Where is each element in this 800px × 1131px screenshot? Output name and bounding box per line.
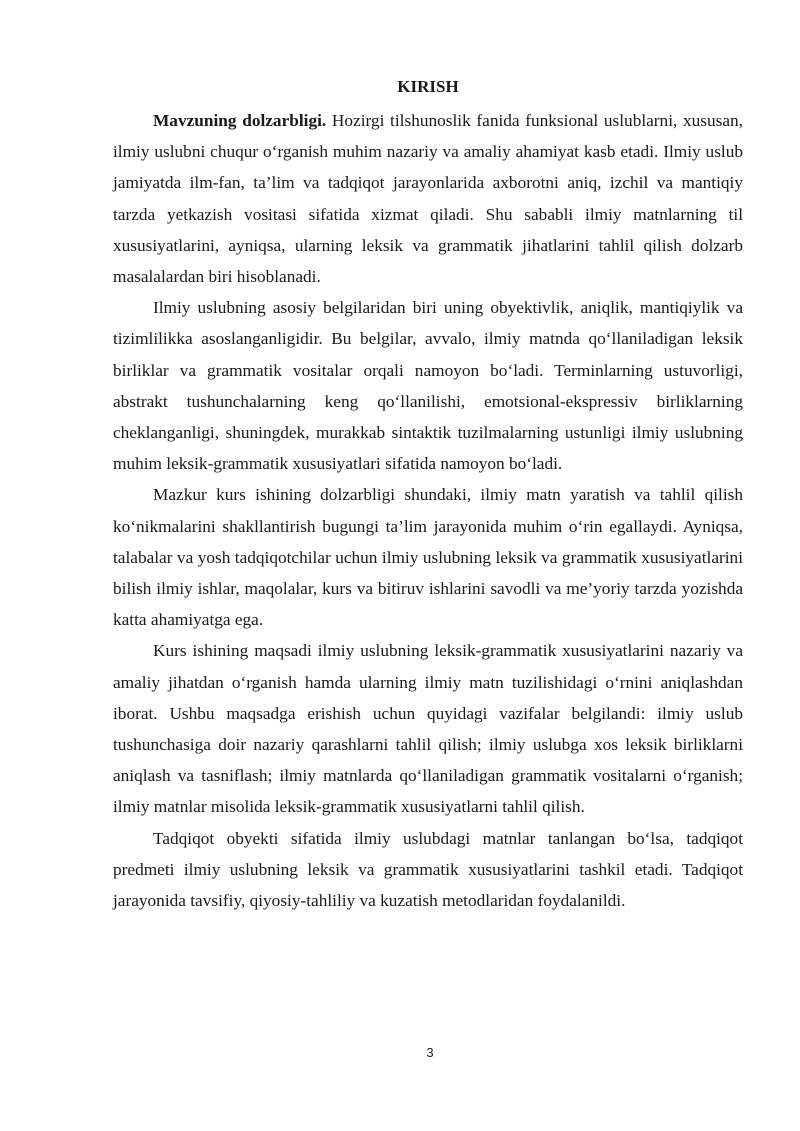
paragraph-style-features: Ilmiy uslubning asosiy belgilaridan biri uning obyektivlik, aniqlik, mantiqiylik va tizimlilikka asoslanganligidir. Bu belgilar, avvalo, ilmiy matnda qo‘llaniladigan leksik birliklar va grammatik vositalar orqali namoyon bo‘ladi. Terminlarning ustuvorligi, abstrakt tushunchalarning keng qo‘llanilishi, emotsional-ekspressiv birliklarning cheklanganligi, shuningdek, murakkab sintaktik tuzilmalarning ustunligi ilmiy uslubning muhim leksik-grammatik xususiyatlari sifatida namoyon bo‘ladi. <box>113 298 743 474</box>
paragraph-relevance <box>113 105 743 292</box>
paragraph-course-relevance: Mazkur kurs ishining dolzarbligi shundaki, ilmiy matn yaratish va tahlil qilish ko‘nikmalarini shakllantirish bugungi ta’lim jarayonida muhim o‘rin egallaydi. Ayniqsa, talabalar va yosh tadqiqotchilar uchun ilmiy uslubning leksik va grammatik xususiyatlarini bilish ilmiy ishlar, maqolalar, kurs va bitiruv ishlarini savodli va me’yoriy tarzda yozishda katta ahamiyatga ega. <box>113 485 743 630</box>
document-body <box>113 105 743 916</box>
paragraph-lead: Mavzuning dolzarbligi. <box>153 111 327 130</box>
page-title: KIRISH <box>397 77 459 96</box>
page-number: 3 <box>426 1045 434 1060</box>
paragraph-text: Hozirgi tilshunoslik fanida funksional uslublarni, xususan, ilmiy uslubni chuqur o‘rganish muhim nazariy va amaliy ahamiyat kasb etadi. Ilmiy uslub jamiyatda ilm-fan, ta’lim va tadqiqot jarayonlarida axborotni aniq, izchil va mantiqiy tarzda yetkazish vositasi sifatida xizmat qiladi. Shu sababli ilmiy matnlarning til xususiyatlarini, ayniqsa, ularning leksik va grammatik jihatlarini tahlil qilish dolzarb masalalardan biri hisoblanadi. <box>113 111 743 287</box>
paragraph-goal-tasks: Kurs ishining maqsadi ilmiy uslubning leksik-grammatik xususiyatlarini nazariy va amaliy jihatdan o‘rganish hamda ularning ilmiy matn tuzilishidagi o‘rnini aniqlashdan iborat. Ushbu maqsadga erishish uchun quyidagi vazifalar belgilandi: ilmiy uslub tushunchasiga doir nazariy qarashlarni tahlil qilish; ilmiy uslubga xos leksik birliklarni aniqlash va tasniflash; ilmiy matnlarda qo‘llaniladigan grammatik vositalarni o‘rganish; ilmiy matnlar misolida leksik-grammatik xususiyatlarni tahlil qilish. <box>113 641 743 817</box>
paragraph-object-subject: Tadqiqot obyekti sifatida ilmiy uslubdagi matnlar tanlangan bo‘lsa, tadqiqot predmeti ilmiy uslubning leksik va grammatik xususiyatlarini tashkil etadi. Tadqiqot jarayonida tavsifiy, qiyosiy-tahliliy va kuzatish metodlaridan foydalanildi. <box>113 828 743 911</box>
